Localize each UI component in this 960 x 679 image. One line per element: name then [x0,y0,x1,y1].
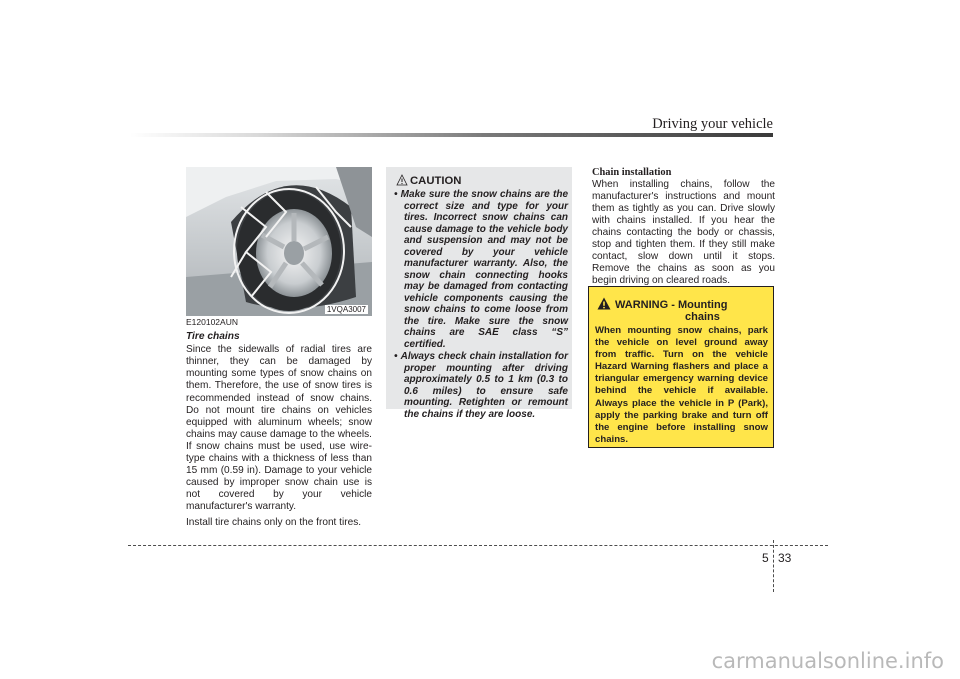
site-watermark: carmanualsonline.info [711,649,944,673]
caution-title: CAUTION [410,175,462,187]
footer-rule [128,545,828,546]
tire-chain-photo [186,167,372,316]
footer-divider [773,540,774,592]
right-column [592,167,775,287]
warning-box [588,286,774,448]
caution-item: • Make sure the snow chains are the correct size and type for your tires. Incorrect snow chains can cause damage to the vehicle body and suspension and may not be covered by your vehicle manufacturer warranty. Also, the snow chain connecting hooks may be damaged from contacting vehicle components causing the snow chains to come loose from the tire. Make sure the snow chains are SAE class “S” certified. [394,189,569,350]
page-number: 33 [778,551,792,565]
caution-item: • Always check chain installation for proper mounting after driving approximately 0.5 to 1 km (0.3 to 0.6 miles) to ensure safe mounting. Retighten or remount the chains if they are loose. [394,351,568,420]
section-subheading: Tire chains [186,331,240,343]
chapter-number: 5 [762,551,769,565]
page-header-title: Driving your vehicle [652,116,773,132]
tire-chain-illustration [186,167,372,316]
chain-installation-paragraph: When installing chains, follow the manufacturer's instructions and mount them as tightly as you can. Drive slowly with chains installed. If you hear the chains contacting the body or chassis, stop and tighten them. If they still make contact, slow down until it stops. Remove the chains as soon as you begin driving on cleared roads. [592,179,775,286]
warning-body: When mounting snow chains, park the vehicle on level ground away from traffic. Turn on the vehicle Hazard Warning flashers and place a triangular emergency warning device behind the vehicle if available. Always place the vehicle in P (Park), apply the parking brake and turn off the engine before installing snow chains. [595,325,768,445]
figure-caption: 1VQA3007 [326,305,366,314]
header-rule [130,133,773,137]
warning-title: WARNING - Mounting chains [615,299,728,323]
left-column [186,316,372,529]
caution-box [386,167,572,420]
chain-installation-heading: Chain installation [592,167,672,178]
caution-list [394,189,568,421]
tire-chains-paragraph: Since the sidewalls of radial tires are thinner, they can be damaged by mounting some types of snow chains on them. Therefore, the use of snow tires is recommended instead of snow chains. Do not mount tire chains on vehicles equipped with aluminum wheels; snow chains may cause damage to the wheels. If snow chains must be used, use wire-type chains with a thickness of less than 15 mm (0.59 in). Damage to your vehicle caused by improper snow chain use is not covered by your vehicle manufacturer's warranty. [186,344,372,513]
warning-triangle-icon [597,297,611,315]
section-code: E120102AUN [186,317,238,327]
front-tires-paragraph: Install tire chains only on the front tires. [186,516,362,528]
